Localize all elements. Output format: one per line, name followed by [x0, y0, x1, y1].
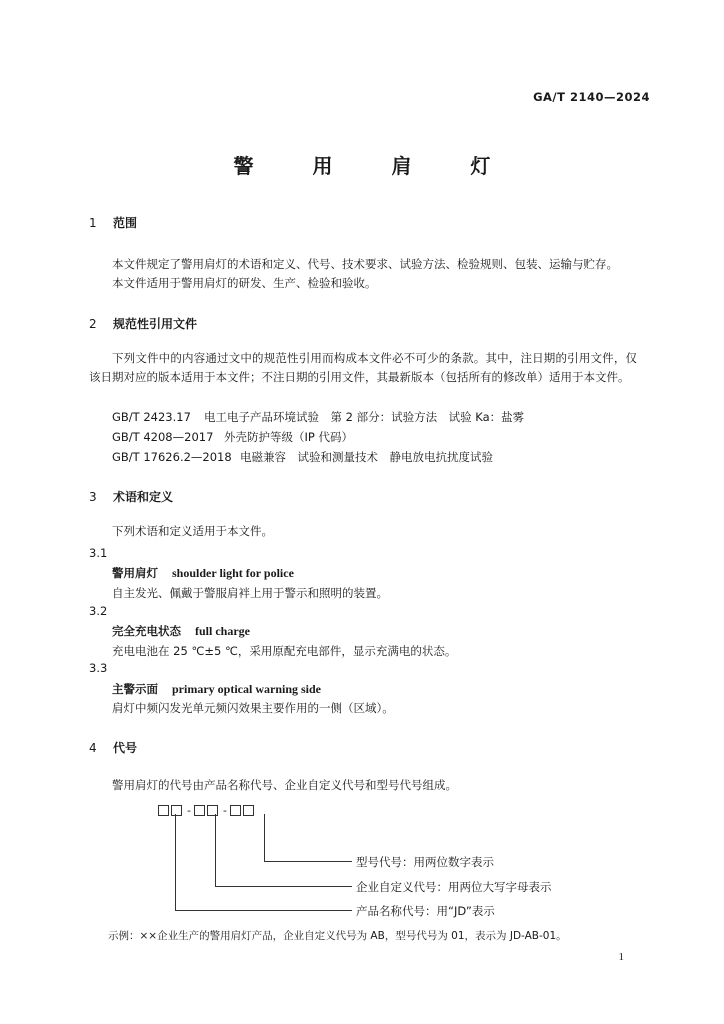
- page-number: 1: [618, 951, 624, 963]
- code-box: [194, 805, 205, 816]
- reference-code: GB/T 17626.2—2018: [112, 450, 232, 464]
- reference-title: 电磁兼容 试验和测量技术 静电放电抗扰度试验: [240, 450, 493, 464]
- code-intro: 警用肩灯的代号由产品名称代号、企业自定义代号和型号代号组成。: [112, 778, 457, 792]
- reference-code: GB/T 4208—2017: [112, 430, 214, 444]
- term-zh: 主警示面: [112, 682, 158, 696]
- section-number: 2: [89, 317, 97, 331]
- term-en: primary optical warning side: [172, 682, 321, 696]
- section-title: 术语和定义: [113, 490, 174, 504]
- code-box: [243, 805, 254, 816]
- reference-item: [112, 429, 353, 445]
- section-1-heading: [89, 214, 137, 231]
- example-note: 示例：××企业生产的警用肩灯产品，企业自定义代号为 AB，型号代号为 01，表示为 JD-AB-01。: [108, 930, 567, 942]
- term-entry: [112, 623, 250, 639]
- term-number: 3.3: [89, 661, 108, 675]
- code-label-enterprise: 企业自定义代号：用两位大写字母表示: [356, 880, 552, 894]
- references-intro-paragraph: 下列文件中的内容通过文中的规范性引用而构成本文件必不可少的条款。其中，注日期的引用文件，仅该日期对应的版本适用于本文件；不注日期的引用文件，其最新版本（包括所有的修改单）适用于本文件。: [89, 351, 637, 384]
- code-box: [158, 805, 169, 816]
- code-box: [207, 805, 218, 816]
- term-zh: 警用肩灯: [112, 566, 158, 580]
- bracket-line: [264, 814, 265, 862]
- code-label-model: 型号代号：用两位数字表示: [356, 855, 494, 869]
- term-zh: 完全充电状态: [112, 624, 181, 638]
- section-title: 代号: [113, 741, 138, 755]
- bracket-line: [175, 814, 176, 911]
- term-number: 3.2: [89, 604, 108, 618]
- term-definition: 充电电池在 25 ℃±5 ℃，采用原配充电部件，显示充满电的状态。: [112, 644, 457, 658]
- section-3-heading: [89, 488, 173, 505]
- standard-number: GA/T 2140—2024: [533, 90, 650, 104]
- scope-paragraph-1: 本文件规定了警用肩灯的术语和定义、代号、技术要求、试验方法、检验规则、包装、运输与贮存。: [112, 257, 618, 271]
- section-title: 规范性引用文件: [113, 317, 198, 331]
- reference-item: [112, 409, 524, 425]
- section-number: 3: [89, 490, 97, 504]
- code-separator: -: [187, 804, 191, 817]
- reference-title: 外壳防护等级（IP 代码）: [224, 430, 353, 444]
- code-label-product: 产品名称代号：用“JD”表示: [356, 904, 495, 918]
- bracket-line: [215, 814, 216, 887]
- term-entry: [112, 565, 294, 581]
- section-2-heading: [89, 315, 197, 332]
- term-number: 3.1: [89, 546, 108, 560]
- reference-item: [112, 449, 493, 465]
- code-format-boxes: [158, 800, 256, 819]
- bracket-line: [264, 861, 352, 862]
- term-entry: [112, 681, 321, 697]
- code-box: [171, 805, 182, 816]
- document-title: 警 用 肩 灯: [233, 154, 517, 178]
- term-en: full charge: [195, 624, 250, 638]
- code-box: [230, 805, 241, 816]
- term-definition: 肩灯中频闪发光单元频闪效果主要作用的一侧（区域）。: [112, 701, 394, 715]
- section-4-heading: [89, 739, 137, 756]
- reference-title: 电工电子产品环境试验 第 2 部分：试验方法 试验 Ka：盐雾: [204, 410, 525, 424]
- reference-code: GB/T 2423.17: [112, 410, 191, 424]
- bracket-line: [215, 886, 352, 887]
- terms-intro: 下列术语和定义适用于本文件。: [112, 524, 273, 538]
- section-number: 1: [89, 216, 97, 230]
- term-definition: 自主发光、佩戴于警服肩袢上用于警示和照明的装置。: [112, 586, 388, 600]
- section-title: 范围: [113, 216, 138, 230]
- term-en: shoulder light for police: [172, 566, 294, 580]
- scope-paragraph-2: 本文件适用于警用肩灯的研发、生产、检验和验收。: [112, 276, 377, 290]
- section-number: 4: [89, 741, 97, 755]
- code-separator: -: [223, 804, 227, 817]
- bracket-line: [175, 910, 352, 911]
